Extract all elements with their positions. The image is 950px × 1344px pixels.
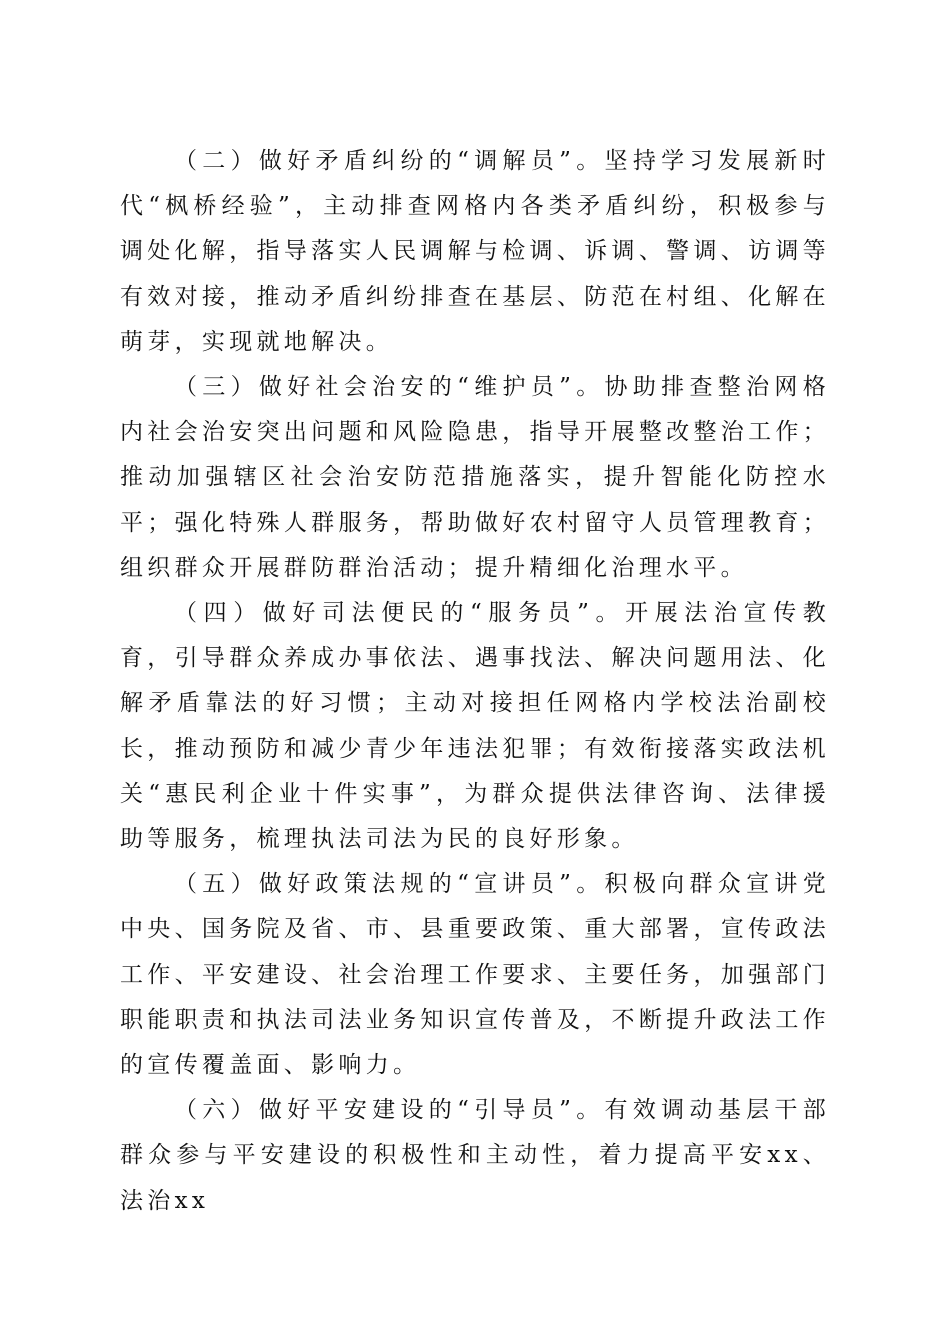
- paragraph-safety-guide: （六）做好平安建设的“引导员”。有效调动基层干部群众参与平安建设的积极性和主动性，着力提高平安xx、法治xx: [120, 1097, 830, 1214]
- paragraph-mediator: （二）做好矛盾纠纷的“调解员”。坚持学习发展新时代“枫桥经验”，主动排查网格内各类矛盾纠纷，积极参与调处化解，指导落实人民调解与检调、诉调、警调、访调等有效对接，推动矛盾纠纷排查在基层、防范在村组、化解在萌芽，实现就地解决。: [120, 148, 830, 355]
- paragraph-security-keeper: （三）做好社会治安的“维护员”。协助排查整治网格内社会治安突出问题和风险隐患，指导开展整改整治工作；推动加强辖区社会治安防范措施落实，提升智能化防控水平；强化特殊人群服务，帮助做好农村留守人员管理教育；组织群众开展群防群治活动；提升精细化治理水平。: [120, 374, 830, 581]
- document-body: [120, 139, 830, 1224]
- paragraph-policy-lecturer: （五）做好政策法规的“宣讲员”。积极向群众宣讲党中央、国务院及省、市、县重要政策、重大部署，宣传政法工作、平安建设、社会治理工作要求、主要任务，加强部门职能职责和执法司法业务知识宣传普及，不断提升政法工作的宣传覆盖面、影响力。: [120, 871, 830, 1079]
- paragraph-judicial-service: （四）做好司法便民的“服务员”。开展法治宣传教育，引导群众养成办事依法、遇事找法、解决问题用法、化解矛盾靠法的好习惯；主动对接担任网格内学校法治副校长，推动预防和减少青少年违法犯罪；有效衔接落实政法机关“惠民利企业十件实事”，为群众提供法律咨询、法律援助等服务，梳理执法司法为民的良好形象。: [120, 600, 830, 853]
